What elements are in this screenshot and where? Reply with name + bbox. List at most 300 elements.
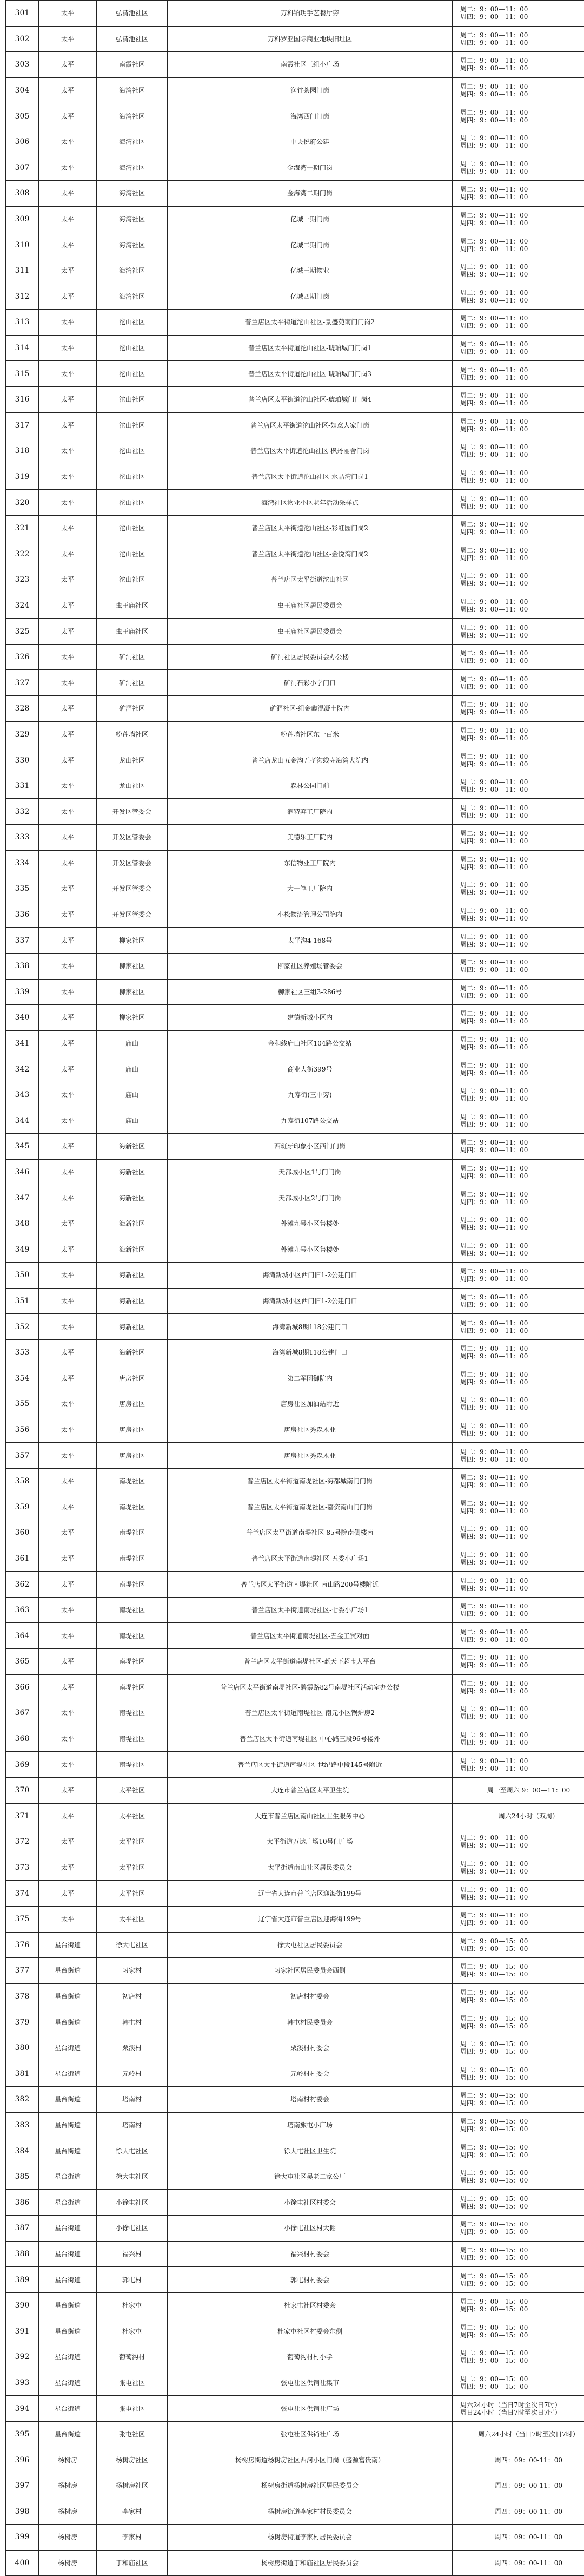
location-cell: 大一笔工厂院内 [168,876,453,902]
hours-cell: 周二：9：00—11：00 周四：9：00—11：00 [453,181,584,207]
location-cell: 九寿街107路公交站 [168,1108,453,1134]
table-row [6,284,584,310]
location-cell: 柳家社区三组3-286号 [168,979,453,1005]
street-cell: 太平 [39,567,97,593]
row-number: 343 [6,1082,39,1108]
row-number: 318 [6,438,39,464]
hours-cell: 周二：9：00—11：00 周四：9：00—11：00 [453,1082,584,1108]
row-number: 369 [6,1752,39,1778]
row-number: 333 [6,825,39,851]
row-number: 308 [6,181,39,207]
street-cell: 太平 [39,1881,97,1907]
community-cell: 柳家社区 [97,953,168,979]
table-row [6,1752,584,1778]
community-cell: 弘清池社区 [97,1,168,27]
community-cell: 栗溪村 [97,2035,168,2061]
street-cell: 星台街道 [39,2035,97,2061]
hours-cell: 周二：9：00—11：00 周四：9：00—11：00 [453,1237,584,1263]
location-cell: 商业大街399号 [168,1056,453,1082]
row-number: 337 [6,928,39,954]
street-cell: 太平 [39,1005,97,1031]
table-row [6,1263,584,1289]
table-row [6,2190,584,2216]
table-row [6,1159,584,1185]
row-number: 399 [6,2525,39,2551]
community-cell: 虫王庙社区 [97,593,168,619]
community-cell: 沱山社区 [97,438,168,464]
location-cell: 万科罗亚国际商业地块旧址区 [168,26,453,52]
row-number: 307 [6,155,39,181]
street-cell: 太平 [39,181,97,207]
table-row [6,876,584,902]
row-number: 364 [6,1623,39,1649]
community-cell: 沱山社区 [97,310,168,336]
hours-cell: 周二：9：00—11：00 周四：9：00—11：00 [453,721,584,747]
hours-cell: 周二：9：00—11：00 周四：9：00—11：00 [453,258,584,284]
street-cell: 太平 [39,412,97,438]
row-number: 388 [6,2241,39,2267]
location-cell: 海湾社区物业小区老年活动采样点 [168,490,453,516]
community-cell: 海湾社区 [97,258,168,284]
table-row [6,2241,584,2267]
row-number: 336 [6,902,39,928]
location-cell: 外滩九号小区售楼处 [168,1237,453,1263]
hours-cell: 周二：9：00—15：00 周四：9：00—15：00 [453,2087,584,2113]
row-number: 346 [6,1159,39,1185]
street-cell: 太平 [39,1520,97,1546]
location-cell: 郭屯村村委会 [168,2267,453,2293]
street-cell: 太平 [39,1803,97,1829]
hours-cell: 周二：9：00—11：00 周四：9：00—11：00 [453,1752,584,1778]
table-row [6,232,584,258]
hours-cell: 周二：9：00—15：00 周四：9：00—15：00 [453,2292,584,2318]
row-number: 326 [6,644,39,670]
table-row [6,1468,584,1494]
row-number: 341 [6,1030,39,1056]
community-cell: 海湾社区 [97,103,168,129]
row-number: 349 [6,1237,39,1263]
location-cell: 唐房社区加油站附近 [168,1391,453,1417]
community-cell: 徐大屯社区 [97,1932,168,1958]
row-number: 340 [6,1005,39,1031]
table-row [6,1005,584,1031]
street-cell: 太平 [39,1211,97,1237]
table-row [6,206,584,232]
hours-cell: 周二：9：00—15：00 周四：9：00—15：00 [453,2241,584,2267]
table-row [6,1,584,27]
community-cell: 南堤社区 [97,1649,168,1675]
location-cell: 徐大屯社区卫生院 [168,2138,453,2164]
location-cell: 初店村村委会 [168,1983,453,2009]
hours-cell: 周二：9：00—11：00 周四：9：00—11：00 [453,1597,584,1623]
community-cell: 南堤社区 [97,1494,168,1520]
hours-cell: 周一至周六 9：00—11：00 [453,1777,584,1803]
hours-cell: 周二：9：00—11：00 周四：9：00—11：00 [453,876,584,902]
row-number: 339 [6,979,39,1005]
table-row [6,2035,584,2061]
hours-cell: 周二：9：00—11：00 周四：9：00—11：00 [453,1288,584,1314]
row-number: 301 [6,1,39,27]
row-number: 391 [6,2318,39,2344]
table-row [6,2344,584,2370]
location-cell: 西班牙印象小区西门门岗 [168,1134,453,1160]
table-row [6,515,584,541]
location-cell: 普兰店区太平街道沱山社区-彩虹园门岗2 [168,515,453,541]
community-cell: 张屯社区 [97,2421,168,2447]
location-cell: 森林公园门前 [168,773,453,799]
location-cell: 柳家社区养殖场管委会 [168,953,453,979]
hours-cell: 周二：9：00—11：00 周四：9：00—11：00 [453,1211,584,1237]
hours-cell: 周二：9：00—11：00 周四：9：00—11：00 [453,1,584,27]
community-cell: 庙山 [97,1082,168,1108]
street-cell: 太平 [39,77,97,103]
community-cell: 海新社区 [97,1211,168,1237]
location-cell: 普兰店区太平街道南堤社区-碧霞路82号南堤社区活动室办公楼 [168,1674,453,1700]
table-row [6,2396,584,2422]
row-number: 305 [6,103,39,129]
street-cell: 太平 [39,850,97,876]
table-row [6,1546,584,1572]
row-number: 359 [6,1494,39,1520]
row-number: 330 [6,747,39,773]
location-cell: 第二军团御院内 [168,1365,453,1391]
table-row [6,1391,584,1417]
row-number: 311 [6,258,39,284]
row-number: 372 [6,1829,39,1855]
community-cell: 杜家屯 [97,2292,168,2318]
community-cell: 南堤社区 [97,1674,168,1700]
community-cell: 柳家社区 [97,979,168,1005]
hours-cell: 周二：9：00—15：00 周四：9：00—15：00 [453,1932,584,1958]
hours-cell: 周二：9：00—11：00 周四：9：00—11：00 [453,1056,584,1082]
street-cell: 太平 [39,206,97,232]
location-cell: 普兰店区太平街道南堤社区-嘉资南山门门岗 [168,1494,453,1520]
community-cell: 南堤社区 [97,1597,168,1623]
community-cell: 郭屯村 [97,2267,168,2293]
location-cell: 普兰店区太平街道沱山社区 [168,567,453,593]
table-row [6,464,584,490]
community-cell: 塔南村 [97,2112,168,2138]
location-cell: 辽宁省大连市普兰店区迎海街199号 [168,1881,453,1907]
community-cell: 沱山社区 [97,386,168,412]
hours-cell: 周二：9：00—15：00 周四：9：00—15：00 [453,2216,584,2242]
hours-cell: 周二：9：00—11：00 周四：9：00—11：00 [453,593,584,619]
table-row [6,2499,584,2525]
community-cell: 南堤社区 [97,1623,168,1649]
location-cell: 普兰店区太平街道南堤社区-五金工贸对面 [168,1623,453,1649]
location-cell: 虫王庙社区居民委员会 [168,593,453,619]
hours-cell: 周二：9：00—11：00 周四：9：00—11：00 [453,670,584,696]
community-cell: 小徐屯社区 [97,2190,168,2216]
community-cell: 庙山 [97,1030,168,1056]
location-cell: 普兰店区太平街道南堤社区-五委小广场1 [168,1546,453,1572]
row-number: 394 [6,2396,39,2422]
street-cell: 星台街道 [39,2370,97,2396]
hours-cell: 周二：9：00—15：00 周四：9：00—15：00 [453,1983,584,2009]
hours-cell: 周二：9：00—11：00 周四：9：00—11：00 [453,284,584,310]
location-cell: 塔南旅屯小广场 [168,2112,453,2138]
street-cell: 太平 [39,721,97,747]
table-row [6,1932,584,1958]
row-number: 329 [6,721,39,747]
row-number: 380 [6,2035,39,2061]
community-cell: 海新社区 [97,1134,168,1160]
community-cell: 太平社区 [97,1777,168,1803]
hours-cell: 周二：9：00—11：00 周四：9：00—11：00 [453,1417,584,1443]
location-cell: 矿洞社区居民委员会办公楼 [168,644,453,670]
street-cell: 太平 [39,644,97,670]
location-cell: 润竹茶园门岗 [168,77,453,103]
table-row [6,2164,584,2190]
row-number: 303 [6,52,39,78]
row-number: 387 [6,2216,39,2242]
row-number: 356 [6,1417,39,1443]
community-cell: 沱山社区 [97,541,168,567]
row-number: 353 [6,1339,39,1365]
row-number: 323 [6,567,39,593]
location-cell: 元岭村村委会 [168,2061,453,2087]
community-cell: 沱山社区 [97,335,168,361]
community-cell: 海湾社区 [97,181,168,207]
location-cell: 海湾新城小区西门旧1-2公建门口 [168,1263,453,1289]
community-cell: 福兴村 [97,2241,168,2267]
street-cell: 杨树房 [39,2499,97,2525]
hours-cell: 周二：9：00—15：00 周四：9：00—15：00 [453,2138,584,2164]
community-cell: 开发区管委会 [97,902,168,928]
hours-cell: 周四：09：00-11：00 [453,2499,584,2525]
row-number: 315 [6,361,39,387]
street-cell: 太平 [39,1829,97,1855]
table-row [6,1108,584,1134]
community-cell: 唐房社区 [97,1443,168,1469]
hours-cell: 周二：9：00—11：00 周四：9：00—11：00 [453,1700,584,1726]
location-cell: 金海湾一期门岗 [168,155,453,181]
hours-cell: 周二：9：00—11：00 周四：9：00—11：00 [453,1494,584,1520]
hours-cell: 周二：9：00—11：00 周四：9：00—11：00 [453,979,584,1005]
table-row [6,1855,584,1881]
community-cell: 海新社区 [97,1288,168,1314]
street-cell: 太平 [39,1546,97,1572]
hours-cell: 周四：09：00-11：00 [453,2473,584,2499]
table-row [6,1674,584,1700]
location-cell: 普兰店区太平街道沱山社区-景盛苑南门门岗2 [168,310,453,336]
hours-cell: 周二：9：00—11：00 周四：9：00—11：00 [453,1005,584,1031]
location-cell: 中央悦府公建 [168,129,453,155]
row-number: 395 [6,2421,39,2447]
location-cell: 小徐屯社区村委会 [168,2190,453,2216]
location-cell: 金海湾二期门岗 [168,181,453,207]
community-cell: 开发区管委会 [97,850,168,876]
row-number: 320 [6,490,39,516]
location-cell: 唐房社区秀森木业 [168,1417,453,1443]
location-cell: 杨树房街道李家村居民委员会 [168,2525,453,2551]
location-cell: 徐大屯社区吴老二家公厂 [168,2164,453,2190]
community-cell: 南堤社区 [97,1520,168,1546]
table-row [6,721,584,747]
table-row [6,928,584,954]
row-number: 376 [6,1932,39,1958]
community-cell: 柳家社区 [97,1005,168,1031]
community-cell: 沱山社区 [97,567,168,593]
street-cell: 太平 [39,258,97,284]
row-number: 367 [6,1700,39,1726]
table-row [6,1958,584,1984]
table-row [6,1803,584,1829]
table-row [6,155,584,181]
street-cell: 太平 [39,515,97,541]
hours-cell: 周二：9：00—11：00 周四：9：00—11：00 [453,1159,584,1185]
table-row [6,619,584,645]
row-number: 304 [6,77,39,103]
location-cell: 杨树房街道李家村村民委员会 [168,2499,453,2525]
community-cell: 张屯社区 [97,2396,168,2422]
row-number: 363 [6,1597,39,1623]
row-number: 390 [6,2292,39,2318]
table-row [6,1134,584,1160]
location-cell: 普兰店区太平街道沱山社区-如意人家门岗 [168,412,453,438]
table-row [6,1056,584,1082]
table-row [6,773,584,799]
hours-cell: 周二：9：00—15：00 周四：9：00—15：00 [453,2344,584,2370]
street-cell: 太平 [39,619,97,645]
community-cell: 虫王庙社区 [97,619,168,645]
hours-cell: 周二：9：00—15：00 周四：9：00—15：00 [453,2318,584,2344]
hours-cell: 周二：9：00—11：00 周四：9：00—11：00 [453,310,584,336]
hours-cell: 周四：09：00-11：00 [453,2550,584,2576]
street-cell: 太平 [39,361,97,387]
community-cell: 杜家屯 [97,2318,168,2344]
table-row [6,567,584,593]
hours-cell: 周二：9：00—11：00 周四：9：00—11：00 [453,1339,584,1365]
table-row [6,2216,584,2242]
street-cell: 太平 [39,1623,97,1649]
row-number: 350 [6,1263,39,1289]
table-row [6,2421,584,2447]
community-cell: 塔南村 [97,2087,168,2113]
street-cell: 太平 [39,1777,97,1803]
street-cell: 太平 [39,335,97,361]
street-cell: 太平 [39,876,97,902]
table-row [6,2370,584,2396]
community-cell: 沱山社区 [97,361,168,387]
hours-cell: 周二：9：00—11：00 周四：9：00—11：00 [453,386,584,412]
hours-cell: 周二：9：00—11：00 周四：9：00—11：00 [453,953,584,979]
row-number: 374 [6,1881,39,1907]
row-number: 344 [6,1108,39,1134]
location-cell: 普兰店龙山五金沟五孝沟线寺海湾大院内 [168,747,453,773]
row-number: 360 [6,1520,39,1546]
hours-cell: 周二：9：00—15：00 周四：9：00—15：00 [453,2112,584,2138]
hours-cell: 周二：9：00—11：00 周四：9：00—11：00 [453,515,584,541]
row-number: 302 [6,26,39,52]
community-cell: 李家村 [97,2499,168,2525]
location-cell: 杜家屯社区村委会 [168,2292,453,2318]
hours-cell: 周二：9：00—11：00 周四：9：00—11：00 [453,1649,584,1675]
street-cell: 太平 [39,438,97,464]
hours-cell: 周二：9：00—15：00 周四：9：00—15：00 [453,1958,584,1984]
location-cell: 海湾新城小区西门旧1-2公建门口 [168,1288,453,1314]
street-cell: 星台街道 [39,2087,97,2113]
row-number: 377 [6,1958,39,1984]
street-cell: 太平 [39,464,97,490]
hours-cell: 周二：9：00—11：00 周四：9：00—11：00 [453,619,584,645]
table-row [6,1983,584,2009]
row-number: 357 [6,1443,39,1469]
row-number: 342 [6,1056,39,1082]
location-cell: 普兰店区太平街道南堤社区-中心路三段96号楼外 [168,1726,453,1752]
street-cell: 杨树房 [39,2550,97,2576]
community-cell: 太平社区 [97,1829,168,1855]
street-cell: 太平 [39,1159,97,1185]
row-number: 384 [6,2138,39,2164]
street-cell: 太平 [39,928,97,954]
hours-cell: 周二：9：00—11：00 周四：9：00—11：00 [453,825,584,851]
location-cell: 普兰店区太平街道沱山社区-琥珀城门门岗4 [168,386,453,412]
table-row [6,258,584,284]
street-cell: 太平 [39,747,97,773]
community-cell: 沱山社区 [97,515,168,541]
hours-cell: 周四：09：00-11：00 [453,2447,584,2473]
table-row [6,1339,584,1365]
street-cell: 太平 [39,1185,97,1211]
hours-cell: 周二：9：00—11：00 周四：9：00—11：00 [453,1108,584,1134]
hours-cell: 周二：9：00—15：00 周四：9：00—15：00 [453,2061,584,2087]
hours-cell: 周六24小时（双周） [453,1803,584,1829]
community-cell: 开发区管委会 [97,825,168,851]
location-cell: 美德乐工厂院内 [168,825,453,851]
row-number: 310 [6,232,39,258]
row-number: 366 [6,1674,39,1700]
table-row [6,490,584,516]
table-row [6,1211,584,1237]
hours-cell: 周六24小时（当日7时至次日7时） 周日24小时（当日7时至次日7时） [453,2396,584,2422]
location-cell: 普兰店区太平街道沱山社区-水晶湾门岗1 [168,464,453,490]
street-cell: 太平 [39,1443,97,1469]
community-cell: 南堤社区 [97,1572,168,1598]
location-cell: 栗溪村村委会 [168,2035,453,2061]
row-number: 397 [6,2473,39,2499]
location-cell: 辽宁省大连市普兰店区迎海街199号 [168,1906,453,1932]
row-number: 319 [6,464,39,490]
row-number: 371 [6,1803,39,1829]
street-cell: 星台街道 [39,1958,97,1984]
location-cell: 习家社区居民委员会西侧 [168,1958,453,1984]
hours-cell: 周二：9：00—11：00 周四：9：00—11：00 [453,1443,584,1469]
table-row [6,1185,584,1211]
hours-cell: 周二：9：00—11：00 周四：9：00—11：00 [453,1906,584,1932]
location-cell: 普兰店区太平街道沱山社区-金悦湾门岗2 [168,541,453,567]
street-cell: 太平 [39,26,97,52]
row-number: 309 [6,206,39,232]
location-cell: 普兰店区太平街道沱山社区-琥珀城门门岗3 [168,361,453,387]
hours-cell: 周二：9：00—11：00 周四：9：00—11：00 [453,155,584,181]
location-cell: 海湾西门门岗 [168,103,453,129]
community-cell: 张屯社区 [97,2370,168,2396]
community-cell: 太平社区 [97,1803,168,1829]
community-cell: 开发区管委会 [97,799,168,825]
street-cell: 太平 [39,1082,97,1108]
community-cell: 于和庙社区 [97,2550,168,2576]
hours-cell: 周二：9：00—11：00 周四：9：00—11：00 [453,799,584,825]
street-cell: 太平 [39,1855,97,1881]
street-cell: 星台街道 [39,1983,97,2009]
street-cell: 星台街道 [39,2216,97,2242]
hours-cell: 周二：9：00—15：00 周四：9：00—15：00 [453,2190,584,2216]
hours-cell: 周二：9：00—11：00 周四：9：00—11：00 [453,1030,584,1056]
street-cell: 太平 [39,979,97,1005]
street-cell: 太平 [39,1,97,27]
location-cell: 葡萄沟村村小学 [168,2344,453,2370]
